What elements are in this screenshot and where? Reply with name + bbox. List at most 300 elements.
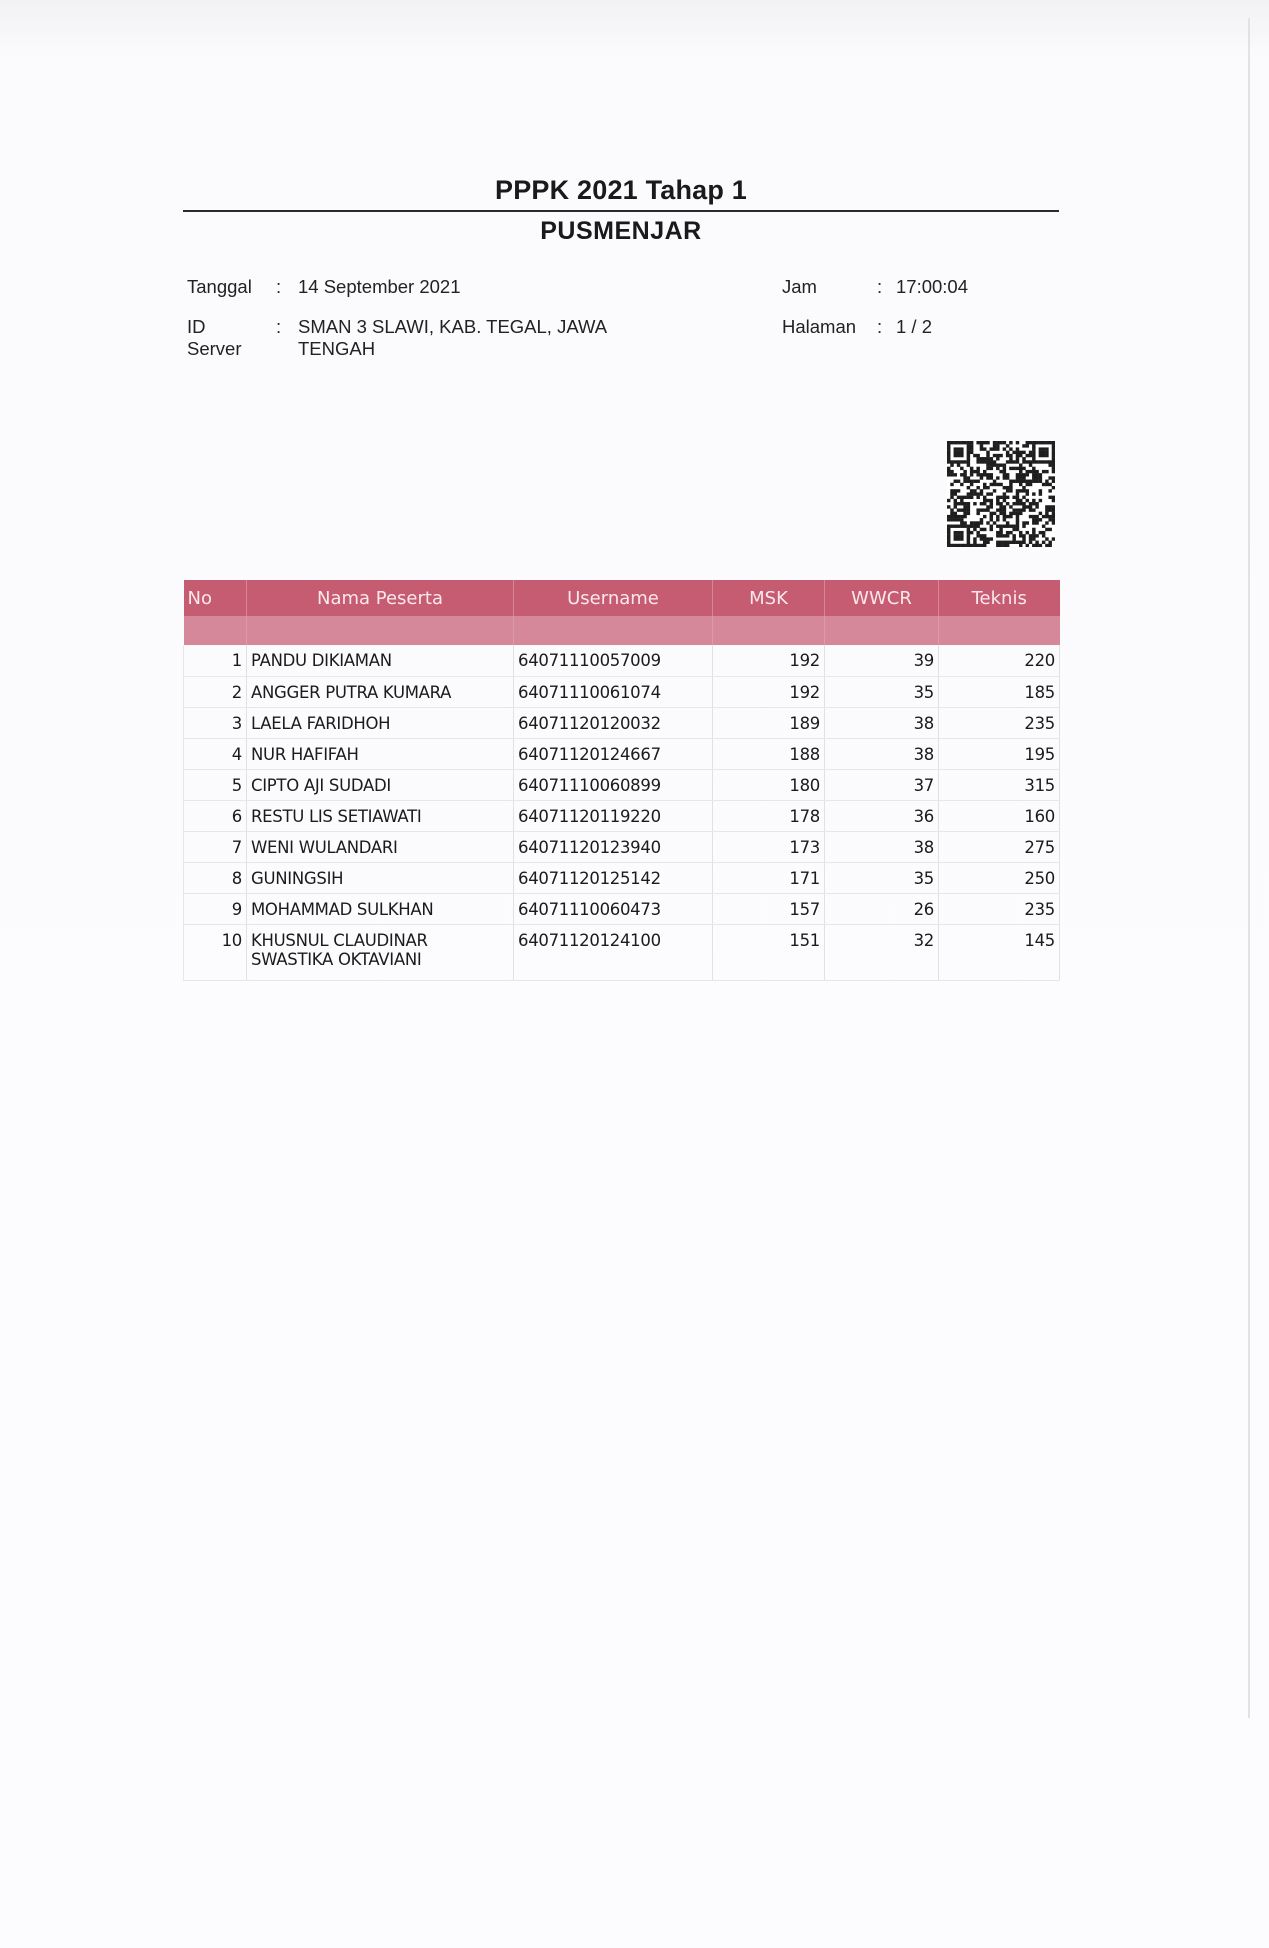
row-number-cell: 4 [184, 738, 247, 769]
qr-module [963, 525, 966, 528]
qr-module [960, 508, 963, 511]
qr-module [973, 470, 976, 473]
participant-name-cell: LAELA FARIDHOH [247, 707, 514, 738]
qr-module [957, 502, 960, 505]
qr-module [1012, 467, 1015, 470]
qr-module [1022, 541, 1025, 544]
qr-module [1003, 518, 1006, 521]
qr-module [963, 502, 966, 505]
qr-module [1052, 518, 1055, 521]
qr-module [1009, 505, 1012, 508]
qr-module [1029, 508, 1032, 511]
teknis-score-cell: 315 [939, 769, 1060, 800]
row-number-cell: 3 [184, 707, 247, 738]
qr-module [1006, 489, 1009, 492]
qr-module [980, 447, 983, 450]
qr-module [1042, 525, 1045, 528]
qr-module [986, 451, 989, 454]
qr-module [970, 483, 973, 486]
qr-module [1012, 528, 1015, 531]
qr-module [1009, 531, 1012, 534]
qr-module [986, 508, 989, 511]
qr-module [1009, 486, 1012, 489]
row-number-cell: 5 [184, 769, 247, 800]
qr-module [980, 534, 983, 537]
qr-module [957, 463, 960, 466]
qr-module [976, 473, 979, 476]
qr-module [986, 541, 989, 544]
qr-module [960, 441, 963, 444]
qr-module [1022, 480, 1025, 483]
qr-module [1039, 441, 1042, 444]
qr-module [947, 451, 950, 454]
qr-module [957, 525, 960, 528]
qr-module [1012, 512, 1015, 515]
qr-module [990, 476, 993, 479]
qr-module [1052, 512, 1055, 515]
qr-module [1039, 460, 1042, 463]
qr-module [1029, 463, 1032, 466]
qr-module [1016, 521, 1019, 524]
document-subtitle: PUSMENJAR [540, 217, 702, 245]
qr-module [1052, 467, 1055, 470]
qr-module [970, 451, 973, 454]
qr-module [996, 454, 999, 457]
wwcr-score-cell: 38 [825, 738, 939, 769]
qr-module [957, 544, 960, 547]
qr-module [980, 521, 983, 524]
qr-module [983, 499, 986, 502]
qr-module [954, 515, 957, 518]
qr-module [967, 531, 970, 534]
halaman-value: 1 / 2 [896, 316, 932, 337]
qr-module [954, 480, 957, 483]
qr-module [1035, 505, 1038, 508]
qr-module [996, 518, 999, 521]
qr-module [1026, 521, 1029, 524]
qr-module [1052, 451, 1055, 454]
username-cell: 64071120123940 [514, 831, 713, 862]
table-body [184, 645, 1060, 980]
qr-module [954, 451, 957, 454]
participant-name-cell: CIPTO AJI SUDADI [247, 769, 514, 800]
qr-module [1009, 454, 1012, 457]
band-cell [825, 616, 939, 645]
qr-module [990, 457, 993, 460]
qr-module [1016, 496, 1019, 499]
qr-module [1026, 483, 1029, 486]
qr-module [1029, 515, 1032, 518]
qr-module [1003, 505, 1006, 508]
qr-module [999, 441, 1002, 444]
qr-module [1016, 528, 1019, 531]
qr-module [999, 470, 1002, 473]
table-row [184, 676, 1060, 707]
qr-module [1026, 480, 1029, 483]
qr-module [1026, 473, 1029, 476]
qr-module [1022, 537, 1025, 540]
qr-module [1048, 528, 1051, 531]
qr-module [1019, 512, 1022, 515]
qr-module [1022, 467, 1025, 470]
qr-module [990, 460, 993, 463]
qr-module [967, 544, 970, 547]
qr-module [950, 518, 953, 521]
qr-module [1042, 460, 1045, 463]
qr-module [1022, 457, 1025, 460]
qr-module [1016, 476, 1019, 479]
qr-module [1052, 463, 1055, 466]
qr-module [963, 460, 966, 463]
qr-module [970, 473, 973, 476]
qr-module [970, 480, 973, 483]
qr-module [1035, 502, 1038, 505]
qr-module [1019, 463, 1022, 466]
qr-module [947, 470, 950, 473]
qr-module [1003, 486, 1006, 489]
qr-module [970, 521, 973, 524]
results-table [183, 580, 1060, 981]
qr-module [970, 525, 973, 528]
qr-module [1006, 486, 1009, 489]
column-header-msk: MSK [713, 580, 825, 616]
qr-module [976, 521, 979, 524]
qr-module [976, 534, 979, 537]
document-header [183, 170, 1059, 250]
qr-module [1032, 454, 1035, 457]
qr-module [983, 441, 986, 444]
qr-module [1026, 492, 1029, 495]
qr-module [1022, 525, 1025, 528]
qr-module [999, 508, 1002, 511]
qr-module [980, 457, 983, 460]
qr-module [947, 441, 950, 444]
wwcr-score-cell: 38 [825, 707, 939, 738]
qr-module [1032, 492, 1035, 495]
table-row [184, 800, 1060, 831]
qr-module [1022, 473, 1025, 476]
qr-module [1026, 531, 1029, 534]
qr-module [1012, 541, 1015, 544]
id-server-label-line2: Server [187, 338, 242, 359]
qr-module [1019, 470, 1022, 473]
qr-module [973, 525, 976, 528]
qr-module [1045, 441, 1048, 444]
qr-module [980, 489, 983, 492]
qr-module [1026, 441, 1029, 444]
qr-module [1003, 470, 1006, 473]
qr-module [1003, 496, 1006, 499]
qr-module [1022, 444, 1025, 447]
qr-module [1042, 531, 1045, 534]
qr-module [967, 528, 970, 531]
qr-module [1016, 525, 1019, 528]
qr-module [973, 480, 976, 483]
qr-module [1052, 499, 1055, 502]
qr-module [1016, 441, 1019, 444]
qr-module [1016, 480, 1019, 483]
qr-module [1016, 508, 1019, 511]
qr-module [1003, 467, 1006, 470]
username-cell: 64071120119220 [514, 800, 713, 831]
qr-module [1012, 460, 1015, 463]
row-number-cell: 8 [184, 862, 247, 893]
qr-module [983, 486, 986, 489]
qr-module [963, 515, 966, 518]
qr-module [1006, 531, 1009, 534]
qr-module [1035, 518, 1038, 521]
qr-module [976, 467, 979, 470]
qr-module [1032, 508, 1035, 511]
qr-module [954, 492, 957, 495]
row-number-cell: 6 [184, 800, 247, 831]
qr-module [996, 483, 999, 486]
teknis-score-cell: 275 [939, 831, 1060, 862]
qr-module [1052, 441, 1055, 444]
qr-module [1006, 544, 1009, 547]
qr-module [1032, 457, 1035, 460]
qr-module [960, 502, 963, 505]
qr-module [1048, 508, 1051, 511]
column-header-nama: Nama Peserta [247, 580, 514, 616]
qr-module [1016, 451, 1019, 454]
qr-module [1032, 460, 1035, 463]
qr-module [1042, 470, 1045, 473]
qr-module [1006, 444, 1009, 447]
qr-module [1019, 467, 1022, 470]
qr-module [980, 508, 983, 511]
qr-module [1052, 537, 1055, 540]
qr-module [1003, 476, 1006, 479]
qr-module [947, 534, 950, 537]
qr-module [1048, 544, 1051, 547]
qr-module [1045, 480, 1048, 483]
qr-module [967, 502, 970, 505]
qr-module [1016, 515, 1019, 518]
qr-module [1035, 515, 1038, 518]
qr-module [1032, 467, 1035, 470]
qr-module [967, 541, 970, 544]
document-title: PPPK 2021 Tahap 1 [494, 175, 748, 205]
wwcr-score-cell: 36 [825, 800, 939, 831]
qr-module [993, 480, 996, 483]
qr-module [1035, 473, 1038, 476]
qr-module [993, 512, 996, 515]
qr-module [973, 492, 976, 495]
qr-module [1026, 460, 1029, 463]
qr-module [990, 512, 993, 515]
qr-module [1048, 463, 1051, 466]
column-header-wwcr: WWCR [825, 580, 939, 616]
qr-module [1035, 480, 1038, 483]
qr-module [1045, 483, 1048, 486]
qr-module [1048, 441, 1051, 444]
qr-module [957, 531, 960, 534]
qr-module [1016, 492, 1019, 495]
qr-module [967, 534, 970, 537]
qr-module [1039, 476, 1042, 479]
qr-module [1003, 512, 1006, 515]
qr-module [954, 460, 957, 463]
qr-module [967, 508, 970, 511]
qr-module [1009, 460, 1012, 463]
qr-module [973, 544, 976, 547]
qr-module [1003, 544, 1006, 547]
wwcr-score-cell: 37 [825, 769, 939, 800]
qr-module [1029, 451, 1032, 454]
column-header-no: No [184, 580, 247, 616]
table-row [184, 769, 1060, 800]
qr-module [973, 541, 976, 544]
qr-module [999, 502, 1002, 505]
halaman-label: Halaman [782, 316, 857, 337]
qr-module [980, 492, 983, 495]
qr-module [1032, 521, 1035, 524]
qr-module [1048, 518, 1051, 521]
teknis-score-cell: 185 [939, 676, 1060, 707]
qr-module [1016, 512, 1019, 515]
tanggal-label: Tanggal [187, 276, 252, 297]
qr-module [954, 441, 957, 444]
qr-module [1029, 505, 1032, 508]
qr-module [967, 537, 970, 540]
qr-module [947, 454, 950, 457]
qr-module [954, 512, 957, 515]
qr-module [986, 521, 989, 524]
row-number-cell: 2 [184, 676, 247, 707]
qr-module [1045, 544, 1048, 547]
qr-module [950, 460, 953, 463]
qr-module [954, 537, 957, 540]
band-cell [514, 616, 713, 645]
qr-module [1029, 460, 1032, 463]
qr-module [967, 480, 970, 483]
jam-label: Jam [782, 276, 817, 297]
qr-module [1032, 447, 1035, 450]
qr-module [1022, 460, 1025, 463]
qr-module [976, 480, 979, 483]
qr-module [986, 476, 989, 479]
qr-module [983, 496, 986, 499]
id-server-label-line1: ID [187, 316, 206, 337]
msk-score-cell: 192 [713, 676, 825, 707]
qr-module [976, 496, 979, 499]
participant-name-cell: ANGGER PUTRA KUMARA [247, 676, 514, 707]
qr-module [976, 512, 979, 515]
qr-module [996, 525, 999, 528]
msk-score-cell: 180 [713, 769, 825, 800]
qr-module [960, 454, 963, 457]
qr-module [1045, 508, 1048, 511]
qr-module [999, 454, 1002, 457]
qr-module [980, 476, 983, 479]
qr-module [960, 460, 963, 463]
qr-module [1003, 447, 1006, 450]
qr-module [999, 483, 1002, 486]
qr-module [993, 521, 996, 524]
qr-module [983, 534, 986, 537]
row-number-cell: 10 [184, 924, 247, 980]
qr-module [1019, 541, 1022, 544]
qr-module [963, 505, 966, 508]
qr-module [1032, 480, 1035, 483]
qr-module [1022, 496, 1025, 499]
qr-module [976, 460, 979, 463]
band-cell [247, 616, 514, 645]
qr-module [1029, 480, 1032, 483]
qr-module [1019, 534, 1022, 537]
qr-module [954, 499, 957, 502]
qr-module [1032, 451, 1035, 454]
participant-name-cell: MOHAMMAD SULKHAN [247, 893, 514, 924]
qr-module [1006, 451, 1009, 454]
qr-module [980, 528, 983, 531]
qr-module [1042, 483, 1045, 486]
band-cell [184, 616, 247, 645]
qr-module [993, 489, 996, 492]
qr-module [976, 486, 979, 489]
qr-module [1042, 451, 1045, 454]
qr-module [986, 457, 989, 460]
qr-module [1012, 480, 1015, 483]
qr-module [950, 525, 953, 528]
wwcr-score-cell: 26 [825, 893, 939, 924]
qr-module [1032, 515, 1035, 518]
qr-module [1029, 441, 1032, 444]
qr-module [1006, 541, 1009, 544]
qr-module [999, 463, 1002, 466]
qr-module [960, 473, 963, 476]
qr-module [967, 457, 970, 460]
qr-module [999, 496, 1002, 499]
qr-module [947, 544, 950, 547]
qr-module [976, 492, 979, 495]
qr-module [950, 544, 953, 547]
qr-module [957, 496, 960, 499]
qr-module [1048, 489, 1051, 492]
qr-code-icon [947, 441, 1055, 547]
username-cell: 64071110057009 [514, 645, 713, 676]
username-cell: 64071110060899 [514, 769, 713, 800]
qr-module [950, 508, 953, 511]
qr-module [1045, 512, 1048, 515]
qr-module [967, 486, 970, 489]
qr-module [1052, 521, 1055, 524]
qr-module [1003, 525, 1006, 528]
qr-module [990, 499, 993, 502]
qr-module [1016, 489, 1019, 492]
qr-module [999, 512, 1002, 515]
qr-module [950, 489, 953, 492]
qr-module [963, 521, 966, 524]
qr-module [1039, 544, 1042, 547]
qr-module [950, 463, 953, 466]
qr-module [1035, 521, 1038, 524]
qr-module [1029, 483, 1032, 486]
wwcr-score-cell: 35 [825, 676, 939, 707]
row-number-cell: 7 [184, 831, 247, 862]
qr-module [976, 454, 979, 457]
table-row [184, 924, 1060, 980]
qr-module [986, 441, 989, 444]
qr-module [963, 470, 966, 473]
qr-module [1009, 515, 1012, 518]
qr-module [1032, 473, 1035, 476]
qr-module [1019, 476, 1022, 479]
qr-module [1006, 502, 1009, 505]
qr-module [1022, 534, 1025, 537]
qr-module [983, 502, 986, 505]
